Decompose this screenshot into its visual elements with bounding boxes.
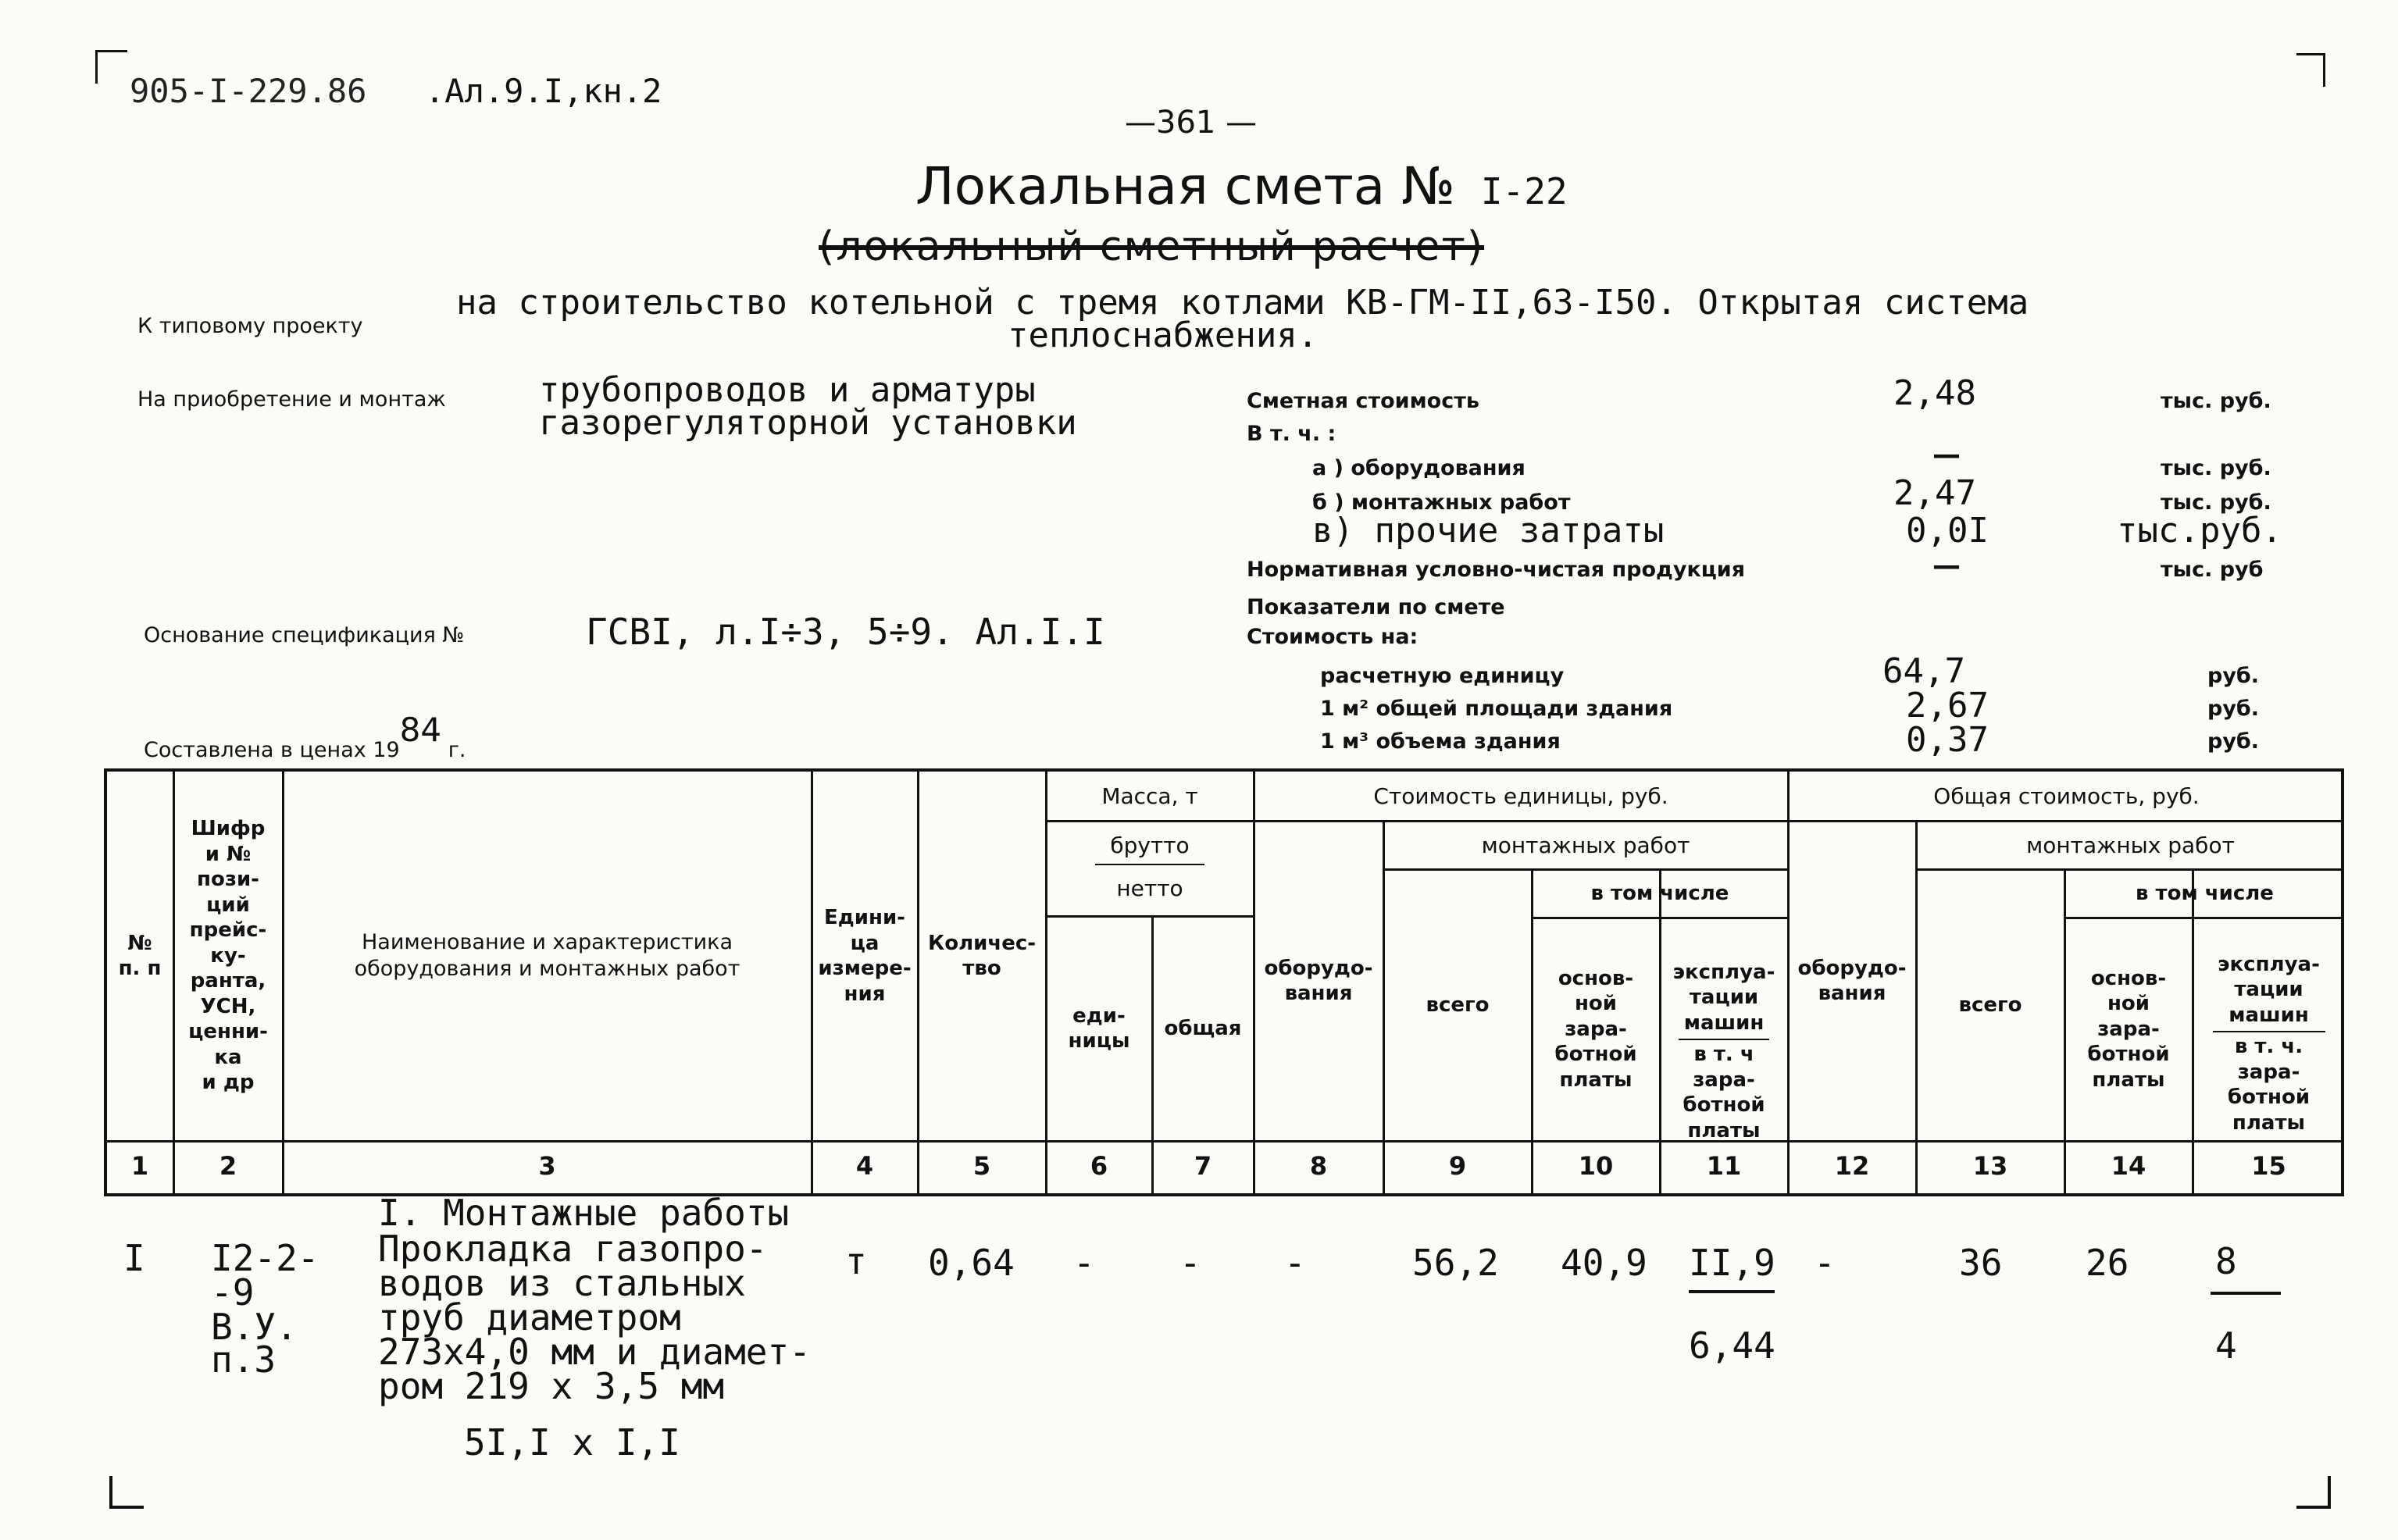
other-costs-value: 0,0I: [1906, 511, 1989, 551]
header-brutto: брутто: [1110, 832, 1190, 858]
row-number: I: [123, 1237, 145, 1279]
row-unit-machines: II,9: [1689, 1242, 1775, 1284]
page-number: —361 —: [1125, 105, 1258, 141]
row-mass-total: -: [1179, 1242, 1201, 1284]
row-name-line: труб диаметром: [378, 1296, 681, 1339]
corner-mark-bottom-right: [2296, 1476, 2331, 1509]
header-unit-wage: основ- ной зара- ботной платы: [1554, 966, 1637, 1092]
corner-mark-bottom-left: [109, 1476, 144, 1509]
row-code-line: В.У.: [211, 1306, 298, 1348]
row-formula: 5I,I х I,I: [464, 1421, 680, 1463]
corner-mark-top-right: [2296, 53, 2325, 87]
prices-line: [144, 711, 466, 765]
equipment-value: —: [1932, 439, 1961, 471]
row-total-equipment: -: [1814, 1242, 1836, 1284]
normative-label: Нормативная условно-чистая продукция: [1247, 558, 1746, 582]
installation-value: 2,47: [1893, 473, 1976, 513]
header-total-equipment: оборудо- вания: [1797, 956, 1907, 1005]
header-unit-installation: монтажных работ: [1481, 832, 1690, 858]
machines-divider: [2213, 1031, 2325, 1032]
header-total-machines: эксплуа- тации машин: [2218, 952, 2320, 1027]
header-unit-machines: эксплуа- тации машин: [1672, 960, 1775, 1035]
column-number: 15: [2251, 1151, 2286, 1181]
page-title-text: Локальная смета №: [915, 156, 1455, 216]
header-mass: Масса, т: [1101, 782, 1198, 809]
column-number: 13: [1972, 1151, 2008, 1181]
column-number: 1: [130, 1151, 149, 1181]
estimated-cost-value: 2,48: [1893, 373, 1976, 413]
row-line: [107, 1140, 2344, 1143]
prices-year: 84: [399, 711, 442, 749]
row-total-installation: 36: [1959, 1242, 2003, 1284]
header-total-wage: основ- ной зара- ботной платы: [2087, 966, 2170, 1092]
document-code: 905-I-229.86: [130, 72, 367, 110]
basis-value: ГСВI, л.I÷3, 5÷9. Ал.I.I: [586, 611, 1105, 653]
indicators-label: Показатели по смете: [1247, 595, 1505, 619]
row-quantity: 0,64: [928, 1242, 1015, 1284]
header-total-machines-wage: в т. ч. зара- ботной платы: [2227, 1035, 2311, 1135]
header-total-incl: в том числе: [2136, 881, 2274, 905]
column-number: 10: [1578, 1151, 1614, 1181]
section-title: I. Монтажные работы: [378, 1192, 790, 1234]
estimated-cost-label: Сметная стоимость: [1247, 389, 1479, 413]
header-mass-unit: еди- ницы: [1068, 1003, 1130, 1053]
struck-subtitle: (локальный сметный расчет): [819, 223, 1485, 270]
header-name: Наименование и характеристика оборудования и монтажных работ: [354, 930, 740, 981]
machines-fraction-line: [1689, 1290, 1775, 1293]
row-mass-unit: -: [1073, 1242, 1095, 1284]
per-m2-unit: руб.: [2207, 697, 2260, 721]
column-number: 12: [1834, 1151, 1870, 1181]
header-total-all: всего: [1958, 993, 2022, 1017]
installation-unit: тыс. руб.: [2161, 490, 2271, 515]
header-unit-all: всего: [1426, 993, 1490, 1017]
project-text-line1: на строительство котельной с тремя котлами КВ-ГМ-II,63-I50. Открытая система: [456, 283, 2029, 323]
other-costs-unit: тыс.руб.: [2117, 511, 2282, 551]
column-number: 2: [219, 1151, 237, 1181]
project-text-line2: теплоснабжения.: [1008, 315, 1319, 355]
purpose-label: На приобретение и монтаж: [137, 387, 446, 412]
corner-mark-top-left: [95, 50, 127, 84]
prices-label-end: г.: [448, 738, 466, 762]
per-m2-value: 2,67: [1906, 686, 1989, 725]
document-reference: .Ал.9.I,кн.2: [425, 72, 662, 110]
equipment-label: а ) оборудования: [1312, 456, 1526, 480]
installation-label: б ) монтажных работ: [1312, 490, 1571, 515]
per-m3-unit: руб.: [2207, 729, 2260, 754]
equipment-unit: тыс. руб.: [2161, 456, 2271, 480]
per-m2-label: 1 м² общей площади здания: [1320, 697, 1673, 721]
column-number: 11: [1706, 1151, 1742, 1181]
header-code: Шифр и № пози- ций прейс- ку- ранта, УСН, ценни- ка и др: [188, 817, 268, 1095]
purpose-value-line2: газорегуляторной установки: [539, 403, 1077, 443]
cost-for-label: Стоимость на:: [1247, 625, 1418, 649]
row-name-line: ром 219 х 3,5 мм: [378, 1365, 725, 1407]
row-unit: т: [845, 1240, 867, 1282]
header-unit: Едини- ца измере- ния: [818, 906, 912, 1006]
header-num: № п. п: [118, 931, 162, 980]
header-unit-machines-wage: в т. ч зара- ботной платы: [1683, 1043, 1765, 1143]
row-code-line: I2-2-: [211, 1237, 319, 1279]
page-title: [915, 156, 1568, 216]
row-name-line: Прокладка газопро-: [378, 1228, 768, 1270]
row-total-machines-wage: 4: [2215, 1324, 2237, 1367]
column-number: 6: [1090, 1151, 1108, 1181]
per-m3-label: 1 м³ объема здания: [1320, 729, 1561, 754]
machines-divider: [1679, 1039, 1769, 1040]
row-unit-machines-wage: 6,44: [1689, 1324, 1775, 1367]
column-number: 9: [1448, 1151, 1467, 1181]
per-unit-value: 64,7: [1882, 651, 1965, 691]
header-netto: нетто: [1116, 875, 1183, 901]
per-unit-unit: руб.: [2207, 664, 2260, 688]
header-unit-incl: в том числе: [1590, 881, 1729, 905]
other-costs-label: в) прочие затраты: [1312, 511, 1665, 551]
column-number: 5: [972, 1151, 991, 1181]
header-unit-equipment: оборудо- вания: [1264, 956, 1373, 1005]
project-label: К типовому проекту: [137, 314, 363, 338]
header-total-cost: Общая стоимость, руб.: [1933, 782, 2200, 809]
column-number: 8: [1309, 1151, 1328, 1181]
row-name-line: водов из стальных: [378, 1262, 746, 1304]
estimate-number: I-22: [1480, 170, 1568, 212]
column-number: 7: [1194, 1151, 1212, 1181]
machines-fraction-line: [2211, 1292, 2281, 1295]
column-number: 3: [538, 1151, 556, 1181]
header-unit-cost: Стоимость единицы, руб.: [1373, 782, 1668, 809]
normative-value: —: [1932, 550, 1961, 582]
column-number: 14: [2111, 1151, 2146, 1181]
per-unit-label: расчетную единицу: [1320, 664, 1565, 688]
row-unit-equipment: -: [1284, 1242, 1306, 1284]
including-label: В т. ч. :: [1247, 422, 1336, 446]
row-unit-installation: 56,2: [1412, 1242, 1499, 1284]
per-m3-value: 0,37: [1906, 720, 1989, 760]
header-total-installation: монтажных работ: [2026, 832, 2235, 858]
row-name-line: 273х4,0 мм и диамет-: [378, 1331, 811, 1373]
row-total-wage: 26: [2086, 1242, 2129, 1284]
row-unit-wage: 40,9: [1561, 1242, 1647, 1284]
purpose-value-line1: трубопроводов и арматуры: [539, 370, 1036, 410]
header-quantity: Количес- тво: [927, 931, 1037, 980]
row-total-machines: 8: [2215, 1240, 2237, 1282]
estimated-cost-unit: тыс. руб.: [2161, 389, 2271, 413]
prices-label: Составлена в ценах 19: [144, 738, 400, 762]
estimate-table: [104, 768, 2344, 1196]
normative-unit: тыс. руб: [2161, 558, 2264, 582]
column-number: 4: [855, 1151, 874, 1181]
row-code-line: п.3: [211, 1339, 277, 1381]
header-mass-total: общая: [1164, 1016, 1242, 1040]
row-code-line: -9: [211, 1271, 255, 1314]
basis-label: Основание спецификация №: [144, 623, 465, 647]
